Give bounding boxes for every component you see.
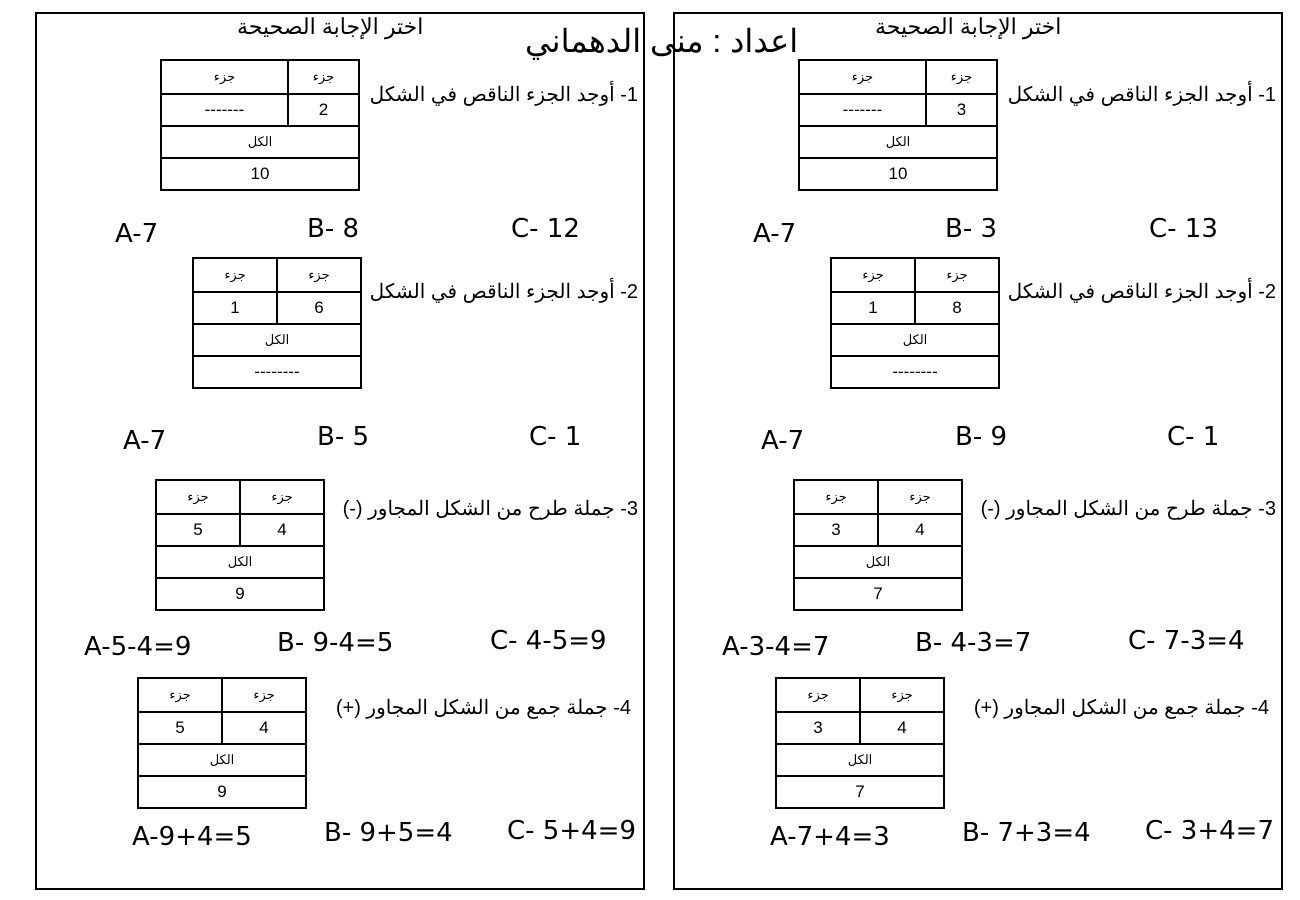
question-1-text: 1- أوجد الجزء الناقص في الشكل (369, 84, 638, 106)
question-2-text: 2- أوجد الجزء الناقص في الشكل (369, 281, 638, 303)
part-whole-diagram-q1 (798, 59, 998, 191)
part-label: جزء (776, 678, 860, 712)
option-c: C- 3+4=7 (1145, 816, 1274, 846)
part-label: جزء (161, 60, 288, 94)
part-label: جزء (926, 60, 997, 94)
option-c: C- 4-5=9 (490, 626, 607, 656)
part-left-value: 1 (831, 292, 915, 324)
whole-label: الكل (156, 546, 324, 578)
part-right-value: 8 (915, 292, 999, 324)
part-right-value: 2 (288, 94, 359, 126)
option-b: B- 3 (945, 214, 998, 244)
question-3-text: 3- جملة طرح من الشكل المجاور (-) (342, 498, 638, 520)
part-right-value: 4 (860, 712, 944, 744)
whole-label: الكل (138, 744, 306, 776)
whole-value: 10 (799, 158, 997, 190)
part-label: جزء (878, 480, 962, 514)
part-label: جزء (794, 480, 878, 514)
part-label: جزء (277, 258, 361, 292)
part-left-value: 3 (776, 712, 860, 744)
part-label: جزء (915, 258, 999, 292)
part-whole-diagram-q4 (775, 677, 945, 809)
option-b: B- 4-3=7 (915, 628, 1032, 658)
part-label: جزء (156, 480, 240, 514)
whole-value: 9 (156, 578, 324, 610)
whole-value: 10 (161, 158, 359, 190)
part-whole-diagram-q2 (830, 257, 1000, 389)
part-left-value: 5 (138, 712, 222, 744)
option-a: A-7 (123, 426, 167, 456)
part-right-value: 4 (240, 514, 324, 546)
part-right-value: 6 (277, 292, 361, 324)
whole-label: الكل (776, 744, 944, 776)
option-c: C- 7-3=4 (1128, 626, 1245, 656)
author-credit: اعداد : منى الدهماني (525, 23, 799, 59)
part-whole-diagram-q3 (793, 479, 963, 611)
worksheet-title: اختر الإجابة الصحيحة (237, 14, 424, 39)
part-left-value: 5 (156, 514, 240, 546)
part-label: جزء (288, 60, 359, 94)
question-1-text: 1- أوجد الجزء الناقص في الشكل (1007, 84, 1276, 106)
option-a: A-7 (753, 219, 797, 249)
option-b: B- 5 (317, 422, 370, 452)
option-a: A-5-4=9 (84, 632, 192, 662)
whole-value: 7 (776, 776, 944, 808)
part-whole-diagram-q3 (155, 479, 325, 611)
whole-value: -------- (193, 356, 361, 388)
option-b: B- 9-4=5 (277, 628, 394, 658)
whole-label: الكل (799, 126, 997, 158)
part-left-value: 1 (193, 292, 277, 324)
whole-label: الكل (794, 546, 962, 578)
option-c: C- 1 (529, 422, 582, 452)
whole-value: 7 (794, 578, 962, 610)
worksheet-title: اختر الإجابة الصحيحة (875, 14, 1062, 39)
part-right-value: 4 (222, 712, 306, 744)
whole-label: الكل (193, 324, 361, 356)
whole-value: -------- (831, 356, 999, 388)
part-label: جزء (193, 258, 277, 292)
whole-label: الكل (831, 324, 999, 356)
part-label: جزء (222, 678, 306, 712)
option-a: A-7+4=3 (770, 822, 890, 852)
option-b: B- 9 (955, 422, 1008, 452)
part-label: جزء (799, 60, 926, 94)
option-a: A-9+4=5 (132, 822, 252, 852)
worksheet-right (673, 12, 1283, 890)
part-left-value: 3 (794, 514, 878, 546)
part-left-value: ------- (799, 94, 926, 126)
question-4-text: 4- جملة جمع من الشكل المجاور (+) (973, 697, 1269, 719)
part-label: جزء (831, 258, 915, 292)
question-3-text: 3- جملة طرح من الشكل المجاور (-) (980, 498, 1276, 520)
part-right-value: 4 (878, 514, 962, 546)
part-left-value: ------- (161, 94, 288, 126)
part-label: جزء (138, 678, 222, 712)
part-whole-diagram-q2 (192, 257, 362, 389)
option-a: A-7 (115, 219, 159, 249)
whole-label: الكل (161, 126, 359, 158)
part-right-value: 3 (926, 94, 997, 126)
option-a: A-3-4=7 (722, 632, 830, 662)
option-c: C- 5+4=9 (507, 816, 636, 846)
option-c: C- 1 (1167, 422, 1220, 452)
question-4-text: 4- جملة جمع من الشكل المجاور (+) (335, 697, 631, 719)
part-label: جزء (240, 480, 324, 514)
question-2-text: 2- أوجد الجزء الناقص في الشكل (1007, 281, 1276, 303)
option-c: C- 12 (511, 214, 580, 244)
part-whole-diagram-q4 (137, 677, 307, 809)
option-a: A-7 (761, 426, 805, 456)
part-whole-diagram-q1 (160, 59, 360, 191)
option-b: B- 8 (307, 214, 360, 244)
option-b: B- 7+3=4 (962, 818, 1091, 848)
option-c: C- 13 (1149, 214, 1218, 244)
worksheet-left (35, 12, 645, 890)
part-label: جزء (860, 678, 944, 712)
whole-value: 9 (138, 776, 306, 808)
option-b: B- 9+5=4 (324, 818, 453, 848)
